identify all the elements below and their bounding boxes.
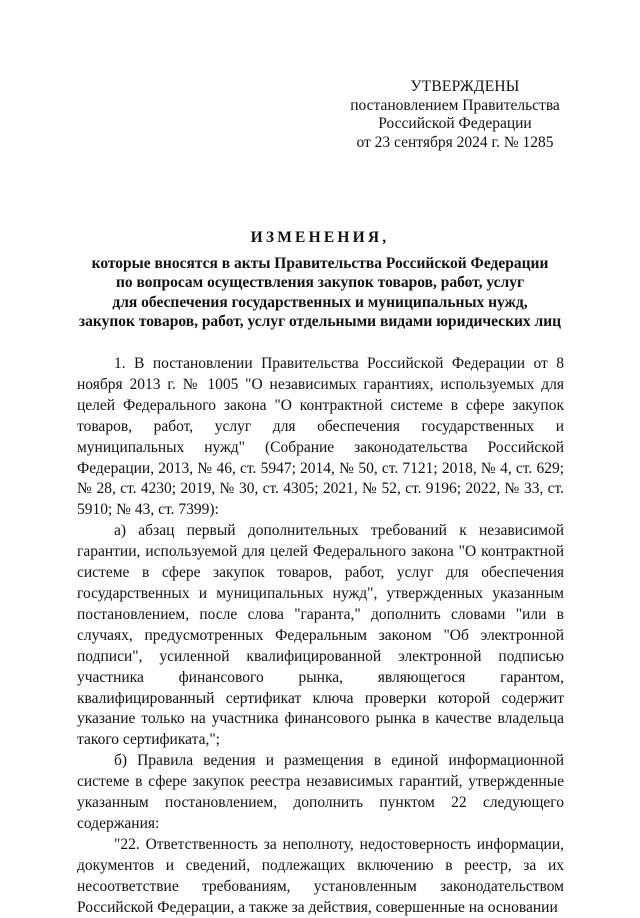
heading-line-1: которые вносятся в акты Правительства Российской Федерации xyxy=(91,254,549,272)
paragraph-a: а) абзац первый дополнительных требований к независимой гарантии, используемой для целей Федерального закона "О контрактной системе в сфере закупок товаров, работ, услуг для обеспечения государственных и муниципальных нужд", утвержденных указанным постановлением, после слова "гаранта," дополнить словами "или в случаях, предусмотренных Федеральным законом "Об электронной подписи", усиленной квалифицированной электронной подписью участника финансового рынка, являющегося гарантом, квалифицированный сертификат ключа проверки которой содержит указание только на участника финансового рынка в качестве владельца такого сертификата,"; xyxy=(77,522,564,749)
approval-line-1: постановлением Правительства xyxy=(350,96,560,114)
approval-line-2: Российской Федерации xyxy=(378,115,532,132)
approval-line-3: от 23 сентября 2024 г. № 1285 xyxy=(356,133,554,151)
heading-line-2: по вопросам осуществления закупок товаров, работ, услуг xyxy=(115,274,525,291)
approval-title: УТВЕРЖДЕНЫ xyxy=(410,78,520,95)
heading-line-4: закупок товаров, работ, услуг отдельными видами юридических лиц xyxy=(78,313,562,330)
heading-line-3: для обеспечения государственных и муниципальных нужд, xyxy=(112,293,528,311)
heading-title: ИЗМЕНЕНИЯ, xyxy=(250,229,390,246)
paragraph-1: 1. В постановлении Правительства Российской Федерации от 8 ноября 2013 г. № 1005 "О независимых гарантиях, используемых для целей Федерального закона "О контрактной системе в сфере закупок товаров, работ, услуг для обеспечения государственных и муниципальных нужд" (Собрание законодательства Российской Федерации, 2013, № 46, ст. 5947; 2014, № 50, ст. 7121; 2018, № 4, ст. 629; № 28, ст. 4230; 2019, № 30, ст. 4305; 2021, № 52, ст. 9196; 2022, № 33, ст. 5910; № 43, ст. 7399): xyxy=(77,355,564,519)
paragraph-b: б) Правила ведения и размещения в единой информационной системе в сфере закупок реестра независимых гарантий, утвержденные указанным постановлением, дополнить пунктом 22 следующего содержания: xyxy=(77,752,564,832)
paragraph-22: "22. Ответственность за неполноту, недостоверность информации, документов и сведений, подлежащих включению в реестр, за их несоответствие требованиям, установленным законодательством Российской Федерации, а также за действия, совершенные на основании xyxy=(77,835,564,916)
document-body xyxy=(77,354,564,918)
approval-block xyxy=(330,78,580,152)
document-heading xyxy=(70,228,570,332)
